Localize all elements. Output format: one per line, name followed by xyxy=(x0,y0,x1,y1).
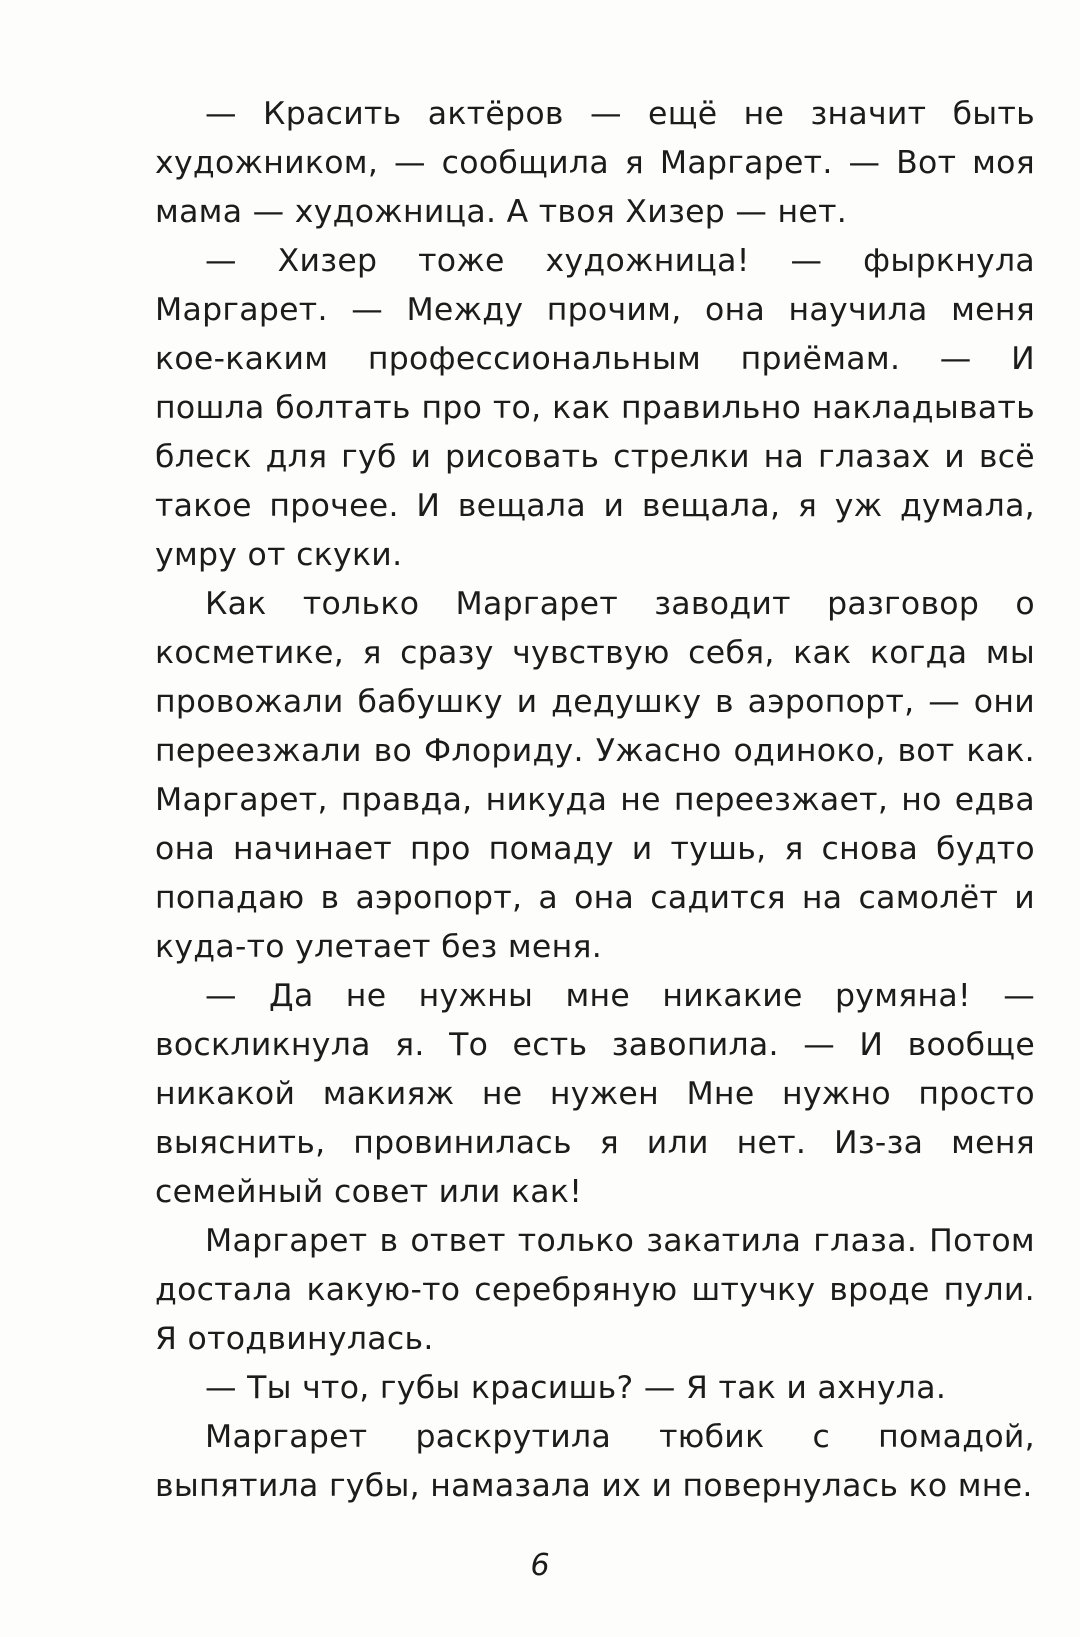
body-text xyxy=(155,90,1035,1511)
paragraph-4: — Да не нужны мне никакие румяна! — воскликнула я. То есть завопила. — И вообще никакой макияж не нужен Мне нужно просто выяснить, провинилась я или нет. Из-за меня семейный совет или как! xyxy=(155,978,1035,1210)
paragraph-2: — Хизер тоже художница! — фыркнула Маргарет. — Между прочим, она научила меня кое-каким профессиональным приёмам. — И пошла болтать про то, как правильно накладывать блеск для губ и рисовать стрелки на глазах и всё такое прочее. И вещала и вещала, я уж думала, умру от скуки. xyxy=(155,243,1035,573)
paragraph-5: Маргарет в ответ только закатила глаза. Потом достала какую-то серебряную штучку вроде пули. Я отодвинулась. xyxy=(155,1223,1035,1357)
paragraph-7: Маргарет раскрутила тюбик с помадой, выпятила губы, намазала их и повернулась ко мне. xyxy=(155,1419,1035,1504)
paragraph-3: Как только Маргарет заводит разговор о косметике, я сразу чувствую себя, как когда мы провожали бабушку и дедушку в аэропорт, — они переезжали во Флориду. Ужасно одиноко, вот как. Маргарет, правда, никуда не переезжает, но едва она начинает про помаду и тушь, я снова будто попадаю в аэропорт, а она садится на самолёт и куда-то улетает без меня. xyxy=(155,586,1035,965)
paragraph-1: — Красить актёров — ещё не значит быть художником, — сообщила я Маргарет. — Вот моя мама — художница. А твоя Хизер — нет. xyxy=(155,96,1035,230)
paragraph-6: — Ты что, губы красишь? — Я так и ахнула. xyxy=(205,1370,947,1406)
page-number: 6 xyxy=(530,1548,550,1583)
